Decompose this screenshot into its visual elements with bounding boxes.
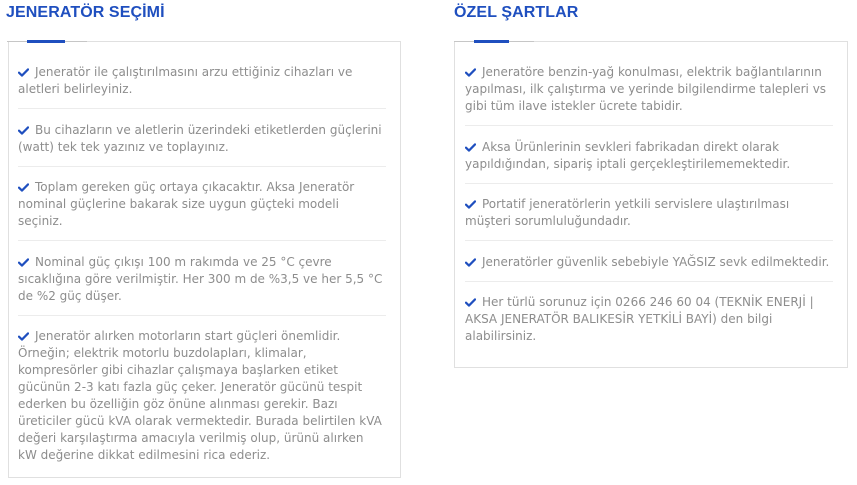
check-icon — [465, 298, 476, 307]
list-item-text: Jeneratör ile çalıştırılmasını arzu ettiğiniz cihazları ve aletleri belirleyiniz. — [18, 65, 353, 96]
list-item-text: Bu cihazların ve aletlerin üzerindeki etiketlerden güçlerini (watt) tek tek yazınız ve toplayınız. — [18, 123, 382, 154]
list-item-text: Jeneratöre benzin-yağ konulması, elektrik bağlantılarının yapılması, ilk çalıştırma ve yerinde bilgilendirme talepleri vs gibi tüm ilave istekler ücrete tabidir. — [465, 65, 827, 113]
check-icon — [465, 258, 476, 267]
check-icon — [18, 68, 29, 77]
check-icon — [465, 200, 476, 209]
check-icon — [18, 183, 29, 192]
list-item — [465, 42, 833, 126]
list-item-text: Jeneratör alırken motorların start güçleri önemlidir. Örneğin; elektrik motorlu buzdolapları, klimalar, kompresörler gibi cihazlar çalışmaya başlarken etiket gücünün 2-3 katı fazla güç çeker. Jeneratör gücünü tespit ederken bu özelliğin göz önüne alınması gerekir. Bazı üreticiler gücü kVA olarak vermektedir. Burada belirtilen kVA değeri karşılaştırma amacıyla verilmiş olup, ürünü alırken kW değerine dikkat edilmesini rica ederiz. — [18, 329, 382, 462]
list-item — [18, 42, 386, 109]
check-icon — [18, 332, 29, 341]
generator-selection-panel — [8, 41, 401, 478]
list-item-text: Her türlü sorunuz için 0266 246 60 04 (TEKNİK ENERJİ | AKSA JENERATÖR BALIKESİR YETKİLİ BAYİ) den bilgi alabilirsiniz. — [465, 295, 814, 343]
list-item-text: Jeneratörler güvenlik sebebiyle YAĞSIZ sevk edilmektedir. — [482, 255, 830, 269]
check-icon — [465, 68, 476, 77]
list-item-text: Aksa Ürünlerinin sevkleri fabrikadan direkt olarak yapıldığından, sipariş iptali gerçekleştirilememektedir. — [465, 140, 791, 171]
list-item — [18, 241, 386, 316]
list-item-text: Nominal güç çıkışı 100 m rakımda ve 25 °C çevre sıcaklığına göre verilmiştir. Her 300 m de %3,5 ve her 5,5 °C de %2 güç düşer. — [18, 255, 383, 303]
special-conditions-panel — [454, 41, 848, 368]
list-item — [18, 316, 386, 474]
list-item — [465, 282, 833, 355]
list-item — [465, 241, 833, 282]
check-icon — [18, 126, 29, 135]
list-item-text: Portatif jeneratörlerin yetkili servislere ulaştırılması müşteri sorumluluğundadır. — [465, 197, 790, 228]
section-title-generator-selection: JENERATÖR SEÇİMİ — [6, 4, 165, 21]
list-item — [465, 184, 833, 241]
section-title-special-conditions: ÖZEL ŞARTLAR — [454, 4, 579, 21]
list-item — [18, 109, 386, 167]
check-icon — [18, 258, 29, 267]
list-item — [18, 167, 386, 241]
special-conditions-list — [465, 42, 833, 355]
list-item — [465, 126, 833, 184]
list-item-text: Toplam gereken güç ortaya çıkacaktır. Aksa Jeneratör nominal güçlerine bakarak size uygun güçteki modeli seçiniz. — [18, 180, 355, 228]
check-icon — [465, 143, 476, 152]
generator-selection-list — [18, 42, 386, 474]
